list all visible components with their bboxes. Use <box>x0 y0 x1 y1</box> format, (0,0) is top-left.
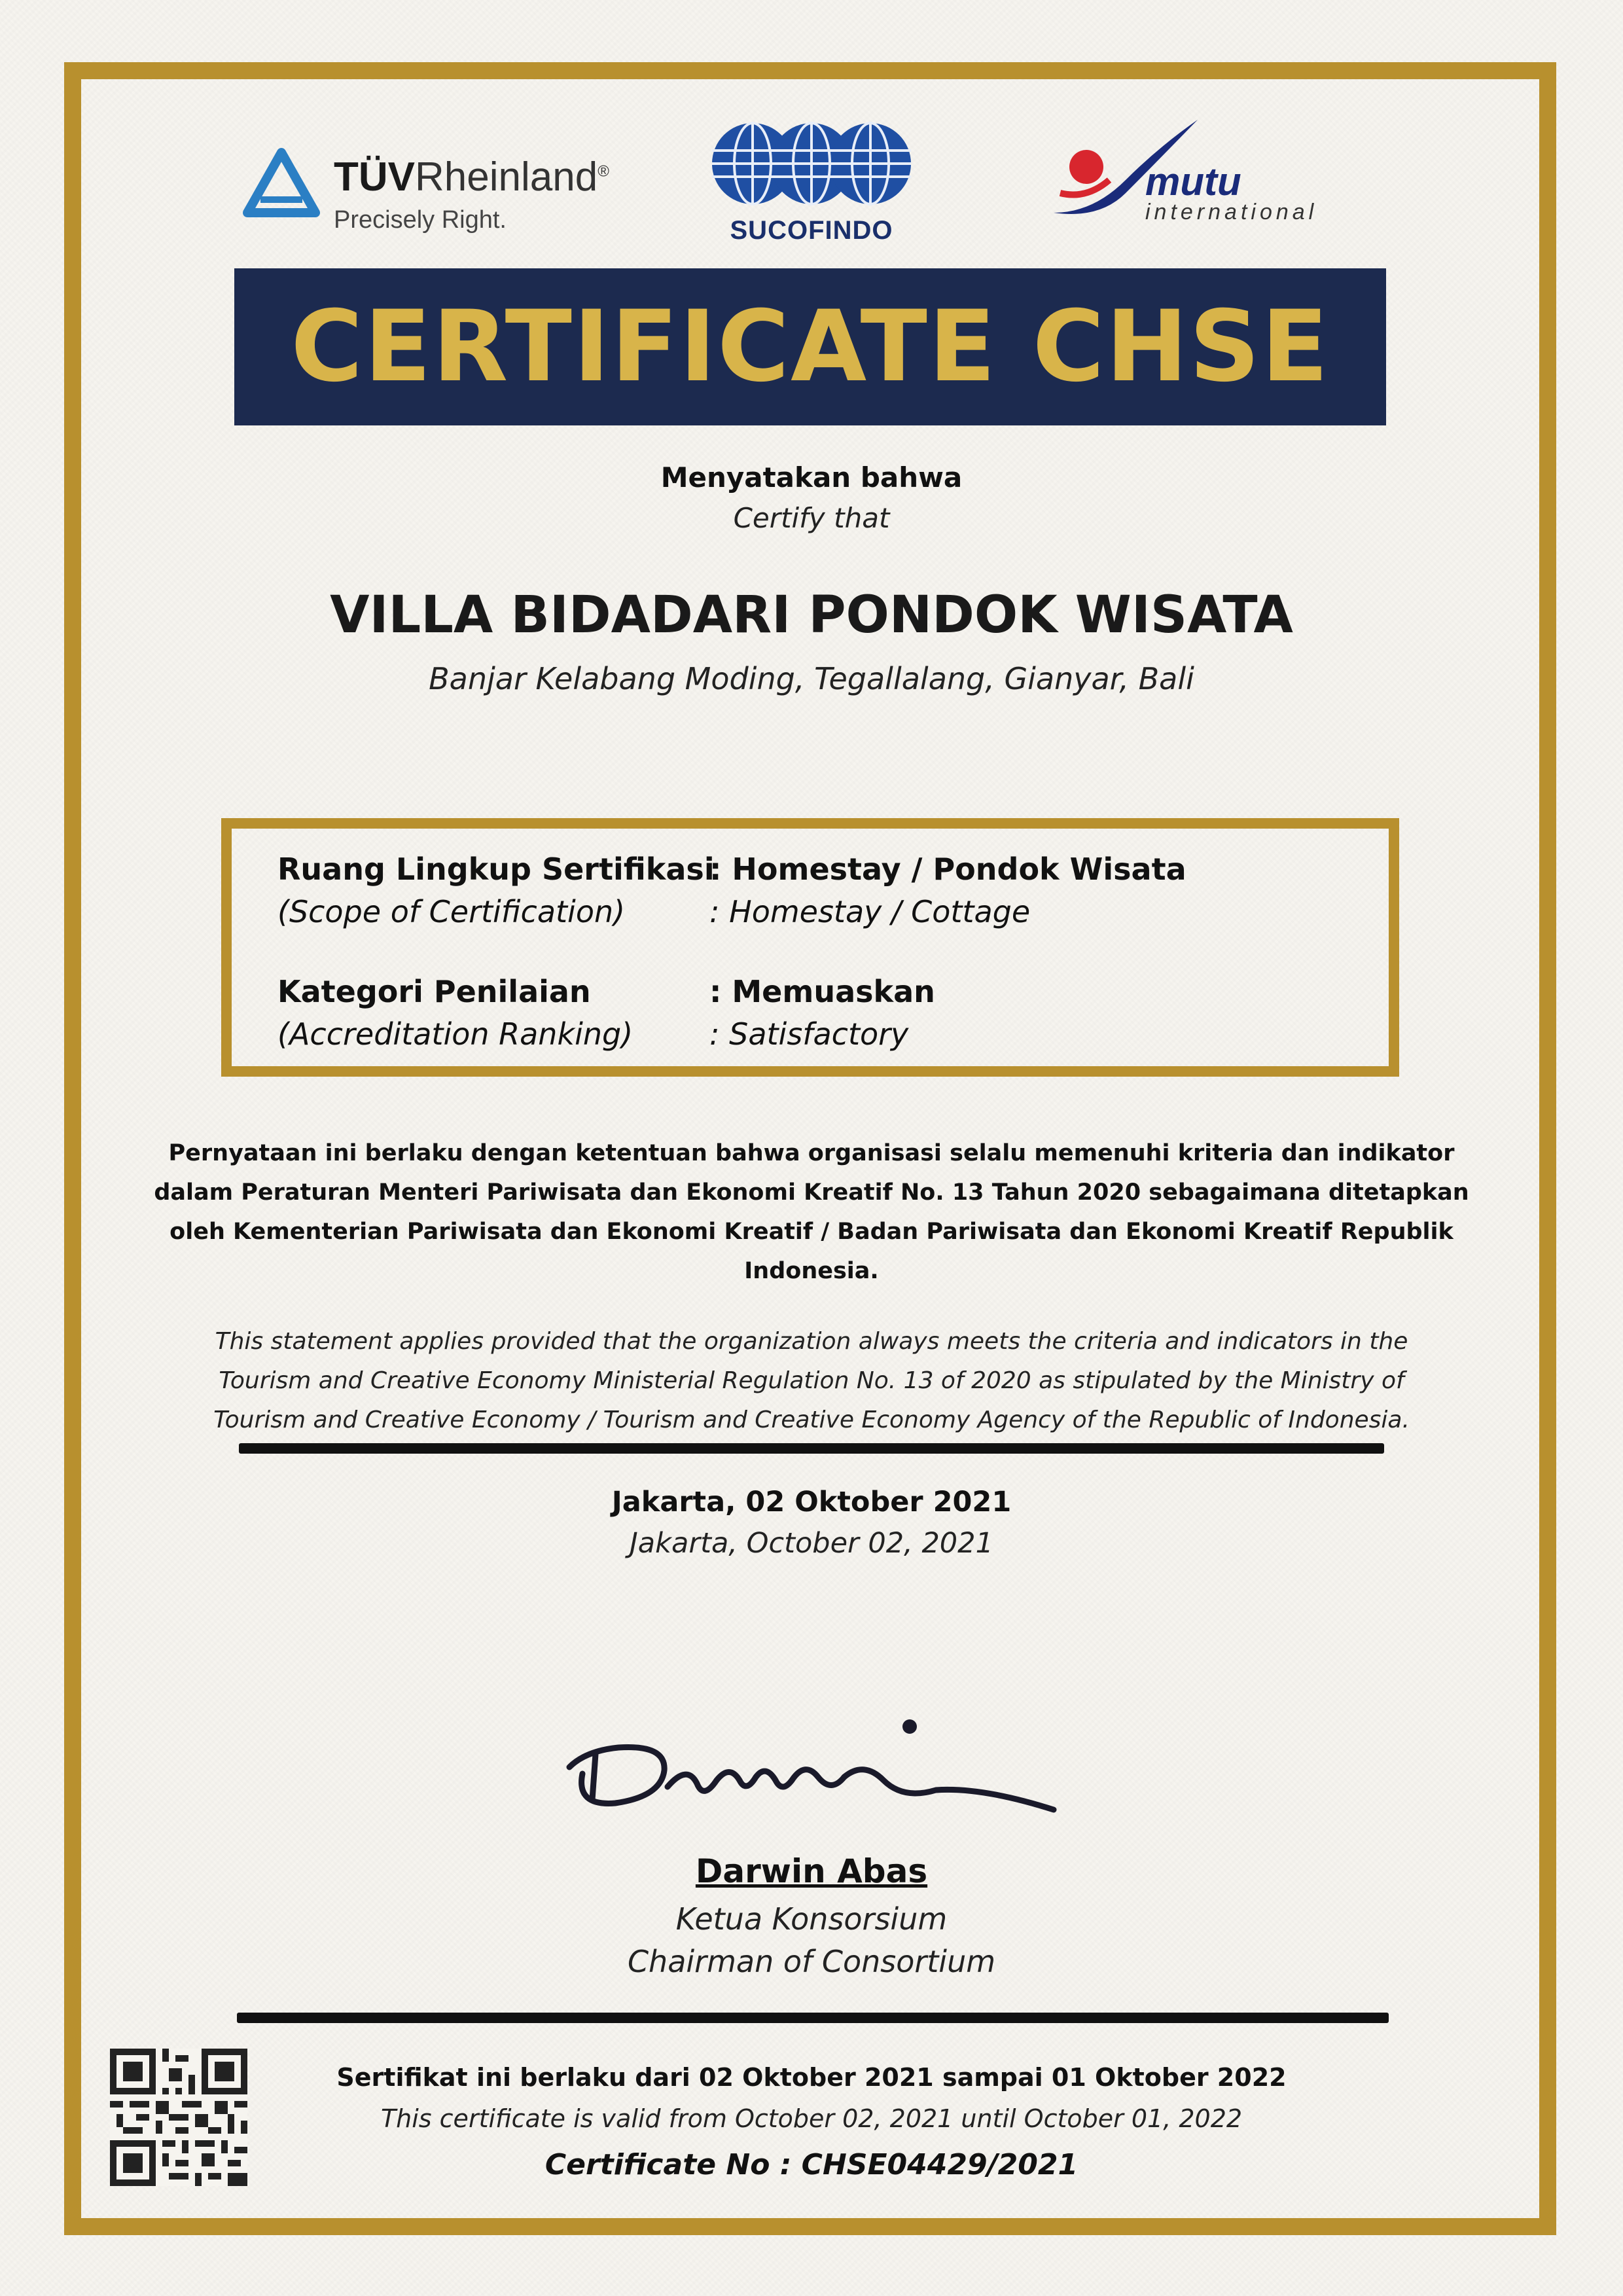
validity-id: Sertifikat ini berlaku dari 02 Oktober 2021 sampai 01 Oktober 2022 <box>336 2063 1287 2092</box>
statement-id-line: oleh Kementerian Pariwisata dan Ekonomi Kreatif / Badan Pariwisata dan Ekonomi Kreatif Republik <box>169 1219 1454 1245</box>
statement-en-line: Tourism and Creative Economy Ministerial Regulation No. 13 of 2020 as stipulated by the Ministry of <box>219 1367 1404 1394</box>
mutu-tagline: international <box>1145 200 1318 224</box>
tuv-tagline: Precisely Right. <box>334 206 507 234</box>
globe-icon <box>707 118 916 216</box>
signatory-name: Darwin Abas <box>695 1852 928 1890</box>
statement-id-line: Pernyataan ini berlaku dengan ketentuan bahwa organisasi selalu memenuhi kriteria dan indikator <box>168 1140 1455 1166</box>
scope-label-id: Ruang Lingkup Sertifikasi <box>277 852 715 887</box>
mutu-international-logo <box>1047 115 1387 239</box>
ranking-label-en: (Accreditation Ranking) <box>277 1016 633 1052</box>
handwritten-signature <box>556 1715 1067 1826</box>
place-date-id: Jakarta, 02 Oktober 2021 <box>611 1486 1012 1518</box>
ranking-label-id: Kategori Penilaian <box>277 974 591 1009</box>
statement-en <box>144 1322 1479 1440</box>
statement-id-line: Indonesia. <box>744 1258 879 1284</box>
tuv-name: TÜVRheinland® <box>334 154 609 200</box>
statement-en-line: This statement applies provided that the organization always meets the criteria and indicators in the <box>215 1328 1408 1355</box>
certificate-number: Certificate No : CHSE04429/2021 <box>544 2148 1079 2181</box>
signatory-title-en: Chairman of Consortium <box>627 1944 996 1979</box>
statement-id-line: dalam Peraturan Menteri Pariwisata dan Ekonomi Kreatif No. 13 Tahun 2020 sebagaimana ditetapkan <box>154 1179 1469 1206</box>
certificate-title: CERTIFICATE CHSE <box>291 290 1330 404</box>
recipient-name: VILLA BIDADARI PONDOK WISATA <box>330 586 1293 645</box>
sucofindo-name: SUCOFINDO <box>730 216 893 245</box>
certify-label-id: Menyatakan bahwa <box>660 461 963 493</box>
scope-label-en: (Scope of Certification) <box>277 894 626 929</box>
ranking-value-en: : Satisfactory <box>709 1016 909 1052</box>
ranking-value-id: : Memuaskan <box>709 974 935 1009</box>
title-banner <box>234 268 1386 425</box>
scope-value-en: : Homestay / Cottage <box>709 894 1031 929</box>
validity-en: This certificate is valid from October 02, 2021 until October 01, 2022 <box>380 2104 1243 2133</box>
divider-rule <box>239 1443 1384 1454</box>
certify-label-en: Certify that <box>733 502 890 534</box>
mutu-name: mutu <box>1145 160 1241 204</box>
tuv-triangle-icon <box>242 147 321 226</box>
statement-en-line: Tourism and Creative Economy / Tourism and Creative Economy Agency of the Republic of Indonesia. <box>213 1407 1410 1433</box>
divider-rule <box>237 2013 1389 2023</box>
tuv-rheinland-logo <box>242 141 635 239</box>
place-date-en: Jakarta, October 02, 2021 <box>630 1527 993 1560</box>
statement-id <box>144 1134 1479 1291</box>
scope-details-box <box>221 818 1399 1077</box>
qr-code-icon <box>110 2049 247 2186</box>
scope-value-id: : Homestay / Pondok Wisata <box>709 852 1186 887</box>
sucofindo-logo <box>707 118 916 249</box>
signatory-title-id: Ketua Konsorsium <box>675 1901 948 1937</box>
recipient-address: Banjar Kelabang Moding, Tegallalang, Gianyar, Bali <box>429 661 1194 696</box>
